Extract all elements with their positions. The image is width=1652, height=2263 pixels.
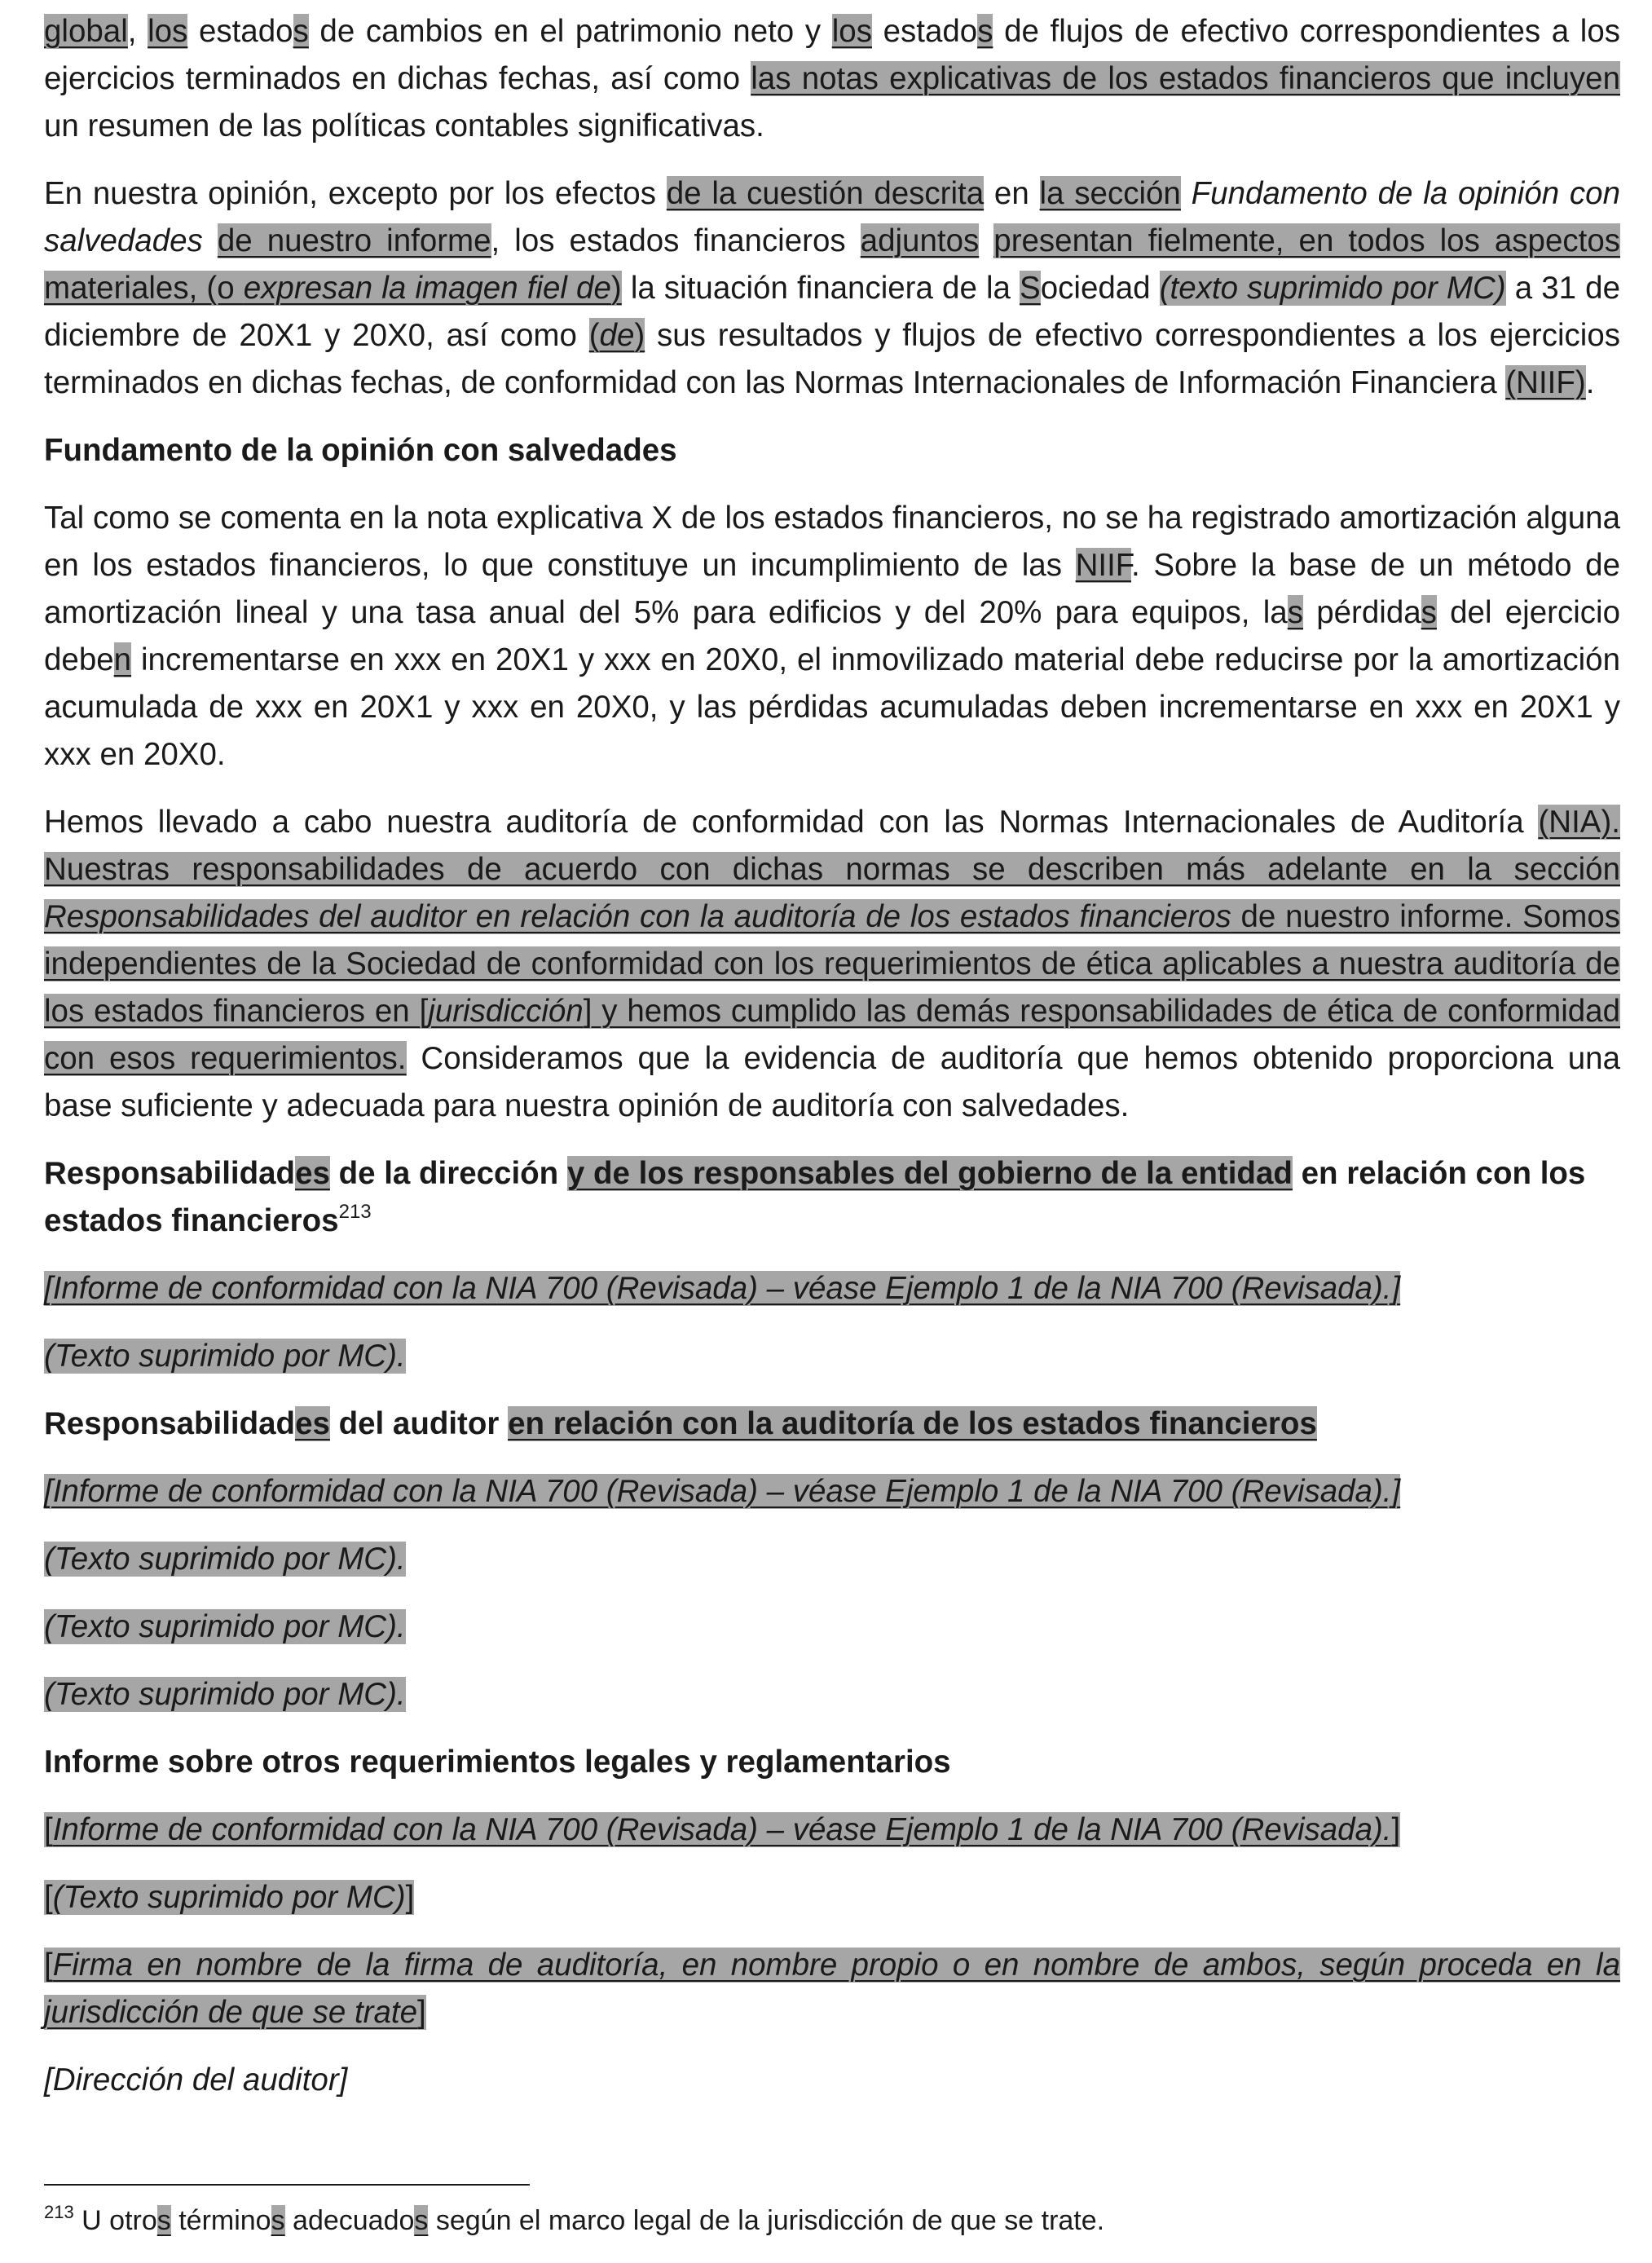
highlighted-text: s — [271, 2205, 285, 2236]
highlighted-text: S — [1020, 271, 1041, 306]
heading-auditor-responsibilities: Responsabilidades del auditor en relación con la auditoría de los estados financieros — [44, 1406, 1317, 1441]
highlighted-text: s — [156, 2205, 171, 2236]
highlighted-text: [Informe de conformidad con la NIA 700 (Revisada) – véase Ejemplo 1 de la NIA 700 (Revisada).] — [44, 1812, 1401, 1847]
highlighted-text: [(Texto suprimido por MC)] — [44, 1880, 415, 1915]
highlighted-text: es — [295, 1406, 330, 1441]
paragraph-signature — [44, 1942, 1620, 2036]
highlighted-text: [Informe de conformidad con la NIA 700 (Revisada) – véase Ejemplo 1 de la NIA 700 (Revisada).] — [44, 1474, 1401, 1509]
highlighted-text: s — [977, 14, 993, 49]
highlighted-text: (texto suprimido por MC) — [1159, 271, 1506, 306]
highlighted-text: [Firma en nombre de la firma de auditoría, en nombre propio o en nombre de ambos, según proceda en la jurisdicción de que se trate] — [44, 1948, 1620, 2030]
footnote: $^{213}$ U otros términos adecuados según el marco legal de la jurisdicción de que se trate. — [44, 2202, 1105, 2236]
highlighted-text: global — [44, 14, 128, 49]
paragraph-placeholder — [44, 1333, 1620, 1380]
highlighted-text: n — [113, 642, 132, 677]
document-page — [44, 8, 1620, 2124]
highlighted-text: (de) — [588, 318, 645, 353]
highlighted-text: de la cuestión descrita — [666, 176, 985, 211]
highlighted-text: y de los responsables del gobierno de la entidad — [566, 1156, 1293, 1191]
paragraph-placeholder — [44, 1265, 1620, 1312]
paragraph-auditor-address: [Dirección del auditor] — [44, 2062, 348, 2098]
highlighted-text: NIIF — [1075, 548, 1132, 583]
highlighted-text: (NIIF) — [1505, 365, 1586, 400]
highlighted-text: s — [1287, 595, 1303, 630]
footnote-number: 213 — [44, 2202, 74, 2222]
highlighted-text: s — [293, 14, 309, 49]
highlighted-text: (Texto suprimido por MC). — [44, 1677, 406, 1712]
highlighted-text: (NIA). Nuestras responsabilidades de acuerdo con dichas normas se describen más adelante en la sección Responsabilidades del auditor en relación con la auditoría de los estados financieros de nuestro informe. Somos independientes de la Sociedad de conformidad con los requerimientos de ética aplicables a nuestra auditoría de los estados financieros en [jurisdicción] y hemos cumplido las demás responsabilidades de ética de conformidad con esos requerimientos. — [44, 805, 1620, 1076]
footnote-separator — [44, 2184, 530, 2186]
highlighted-text: en relación con la auditoría de los estados financieros — [508, 1406, 1317, 1441]
highlighted-text: los — [831, 14, 872, 49]
highlighted-text: (Texto suprimido por MC). — [44, 1542, 406, 1577]
heading-qualified-opinion-basis: Fundamento de la opinión con salvedades — [44, 433, 677, 468]
highlighted-text: la sección — [1039, 176, 1181, 211]
paragraph-audit-standards: Hemos llevado a cabo nuestra auditoría de conformidad con las Normas Internacionales de Auditoría (NIA). Nuestras responsabilidades de acuerdo con dichas normas se describen más adelante en la sección Responsabilidades del auditor en relación con la auditoría de los estados financieros de nuestro informe. Somos independientes de la Sociedad de conformidad con los requerimientos de ética aplicables a nuestra auditoría de los estados financieros en [jurisdicción] y hemos cumplido las demás responsabilidades de ética de conformidad con esos requerimientos. Consideramos que la evidencia de auditoría que hemos obtenido proporciona una base suficiente y adecuada para nuestra opinión de auditoría con salvedades. — [44, 805, 1621, 1123]
highlighted-text: adjuntos — [860, 223, 980, 258]
highlighted-text: (Texto suprimido por MC). — [44, 1609, 406, 1644]
paragraph-placeholder — [44, 1806, 1620, 1854]
highlighted-text: [Informe de conformidad con la NIA 700 (Revisada) – véase Ejemplo 1 de la NIA 700 (Revisada).] — [44, 1271, 1401, 1306]
paragraph-basis: Tal como se comenta en la nota explicativa X de los estados financieros, no se ha registrado amortización alguna en los estados financieros, lo que constituye un incumplimiento de las NIIF. Sobre la base de un método de amortización lineal y una tasa anual del 5% para edificios y del 20% para equipos, las pérdidas del ejercicio deben incrementarse en xxx en 20X1 y xxx en 20X0, el inmovilizado material debe reducirse por la amortización acumulada de xxx en 20X1 y xxx en 20X0, y las pérdidas acumuladas deben incrementarse en xxx en 20X1 y xxx en 20X0. — [44, 501, 1620, 772]
heading-management-responsibilities: Responsabilidades de la dirección y de los responsables del gobierno de la entidad en relación con los estados financieros$^{213}$ — [44, 1156, 1586, 1238]
highlighted-text: los — [148, 14, 188, 49]
paragraph-statements-list: global, los estados de cambios en el patrimonio neto y los estados de flujos de efectivo correspondientes a los ejercicios terminados en dichas fechas, así como las notas explicativas de los estados financieros que incluyen un resumen de las políticas contables significativas. — [44, 14, 1621, 143]
paragraph-placeholder — [44, 1671, 1620, 1718]
highlighted-text: de nuestro informe — [217, 223, 491, 258]
highlighted-text: las notas explicativas de los estados financieros que incluyen — [751, 61, 1621, 96]
paragraph-placeholder — [44, 1874, 1620, 1921]
paragraph-placeholder — [44, 1536, 1620, 1583]
highlighted-text: (Texto suprimido por MC). — [44, 1339, 406, 1374]
highlighted-text: s — [1421, 595, 1437, 630]
highlighted-text: s — [414, 2205, 429, 2236]
paragraph-placeholder — [44, 1468, 1620, 1515]
paragraph-opinion: En nuestra opinión, excepto por los efectos de la cuestión descrita en la sección Fundamento de la opinión con salvedades de nuestro informe, los estados financieros adjuntos presentan fielmente, en todos los aspectos materiales, (o expresan la imagen fiel de) la situación financiera de la Sociedad (texto suprimido por MC) a 31 de diciembre de 20X1 y 20X0, así como (de) sus resultados y flujos de efectivo correspondientes a los ejercicios terminados en dichas fechas, de conformidad con las Normas Internacionales de Información Financiera (NIIF). — [44, 176, 1621, 400]
highlighted-text: es — [295, 1156, 330, 1191]
heading-other-legal-requirements: Informe sobre otros requerimientos legales y reglamentarios — [44, 1745, 951, 1780]
highlighted-text: presentan fielmente, en todos los aspectos materiales, (o expresan la imagen fiel de) — [44, 223, 1620, 306]
footnote-reference[interactable]: 213 — [338, 1201, 372, 1223]
paragraph-placeholder — [44, 1604, 1620, 1651]
